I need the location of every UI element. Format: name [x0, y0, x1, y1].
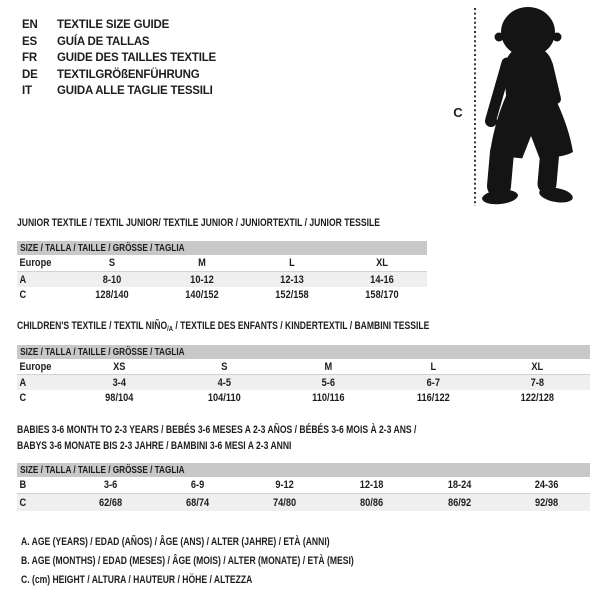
legend-line-a — [21, 532, 448, 551]
table-cell: S — [108, 257, 116, 269]
table-row-age — [17, 374, 590, 390]
table-cell: L — [289, 257, 295, 269]
height-measure-label: C — [453, 105, 463, 120]
table-cell: 80/86 — [360, 496, 384, 509]
table-cell: 104/110 — [207, 392, 241, 404]
language-code: FR — [22, 52, 37, 65]
legend-text: C. (cm) HEIGHT / ALTURA / HAUTEUR / HÖHE / ALTEZZA — [21, 573, 253, 586]
table-cell: 62/68 — [99, 496, 123, 509]
table-cell: B — [19, 479, 27, 491]
table-row-age — [17, 271, 427, 287]
table-row-months — [17, 477, 590, 493]
table-cell: 5-6 — [321, 376, 336, 389]
language-title: GUIDE DES TAILLES TEXTILE — [57, 52, 216, 65]
language-code: DE — [22, 68, 38, 81]
table-cell: 24-36 — [534, 479, 559, 491]
title-rest: / TEXTILE DES ENFANTS / KINDERTEXTIL / BAMBINI TESSILE — [172, 320, 430, 332]
table-cell: M — [198, 257, 206, 269]
language-title: GUÍA DE TALLAS — [57, 35, 150, 48]
table-cell: 6-7 — [426, 376, 440, 389]
title-main: CHILDREN'S TEXTILE / TEXTIL NIÑO — [17, 320, 168, 332]
size-header-bar-children — [17, 345, 590, 359]
legend-line-b — [21, 551, 448, 570]
table-cell: C — [19, 392, 27, 404]
table-row-height — [17, 287, 427, 303]
table-cell: 86/92 — [447, 496, 471, 509]
table-cell: 12-18 — [360, 479, 384, 491]
size-table-children — [17, 359, 590, 406]
size-header-bar-junior — [17, 241, 427, 255]
table-cell: XS — [113, 360, 126, 373]
table-cell: Europe — [19, 257, 52, 269]
table-row-sizes — [17, 359, 590, 374]
section-title-babies-line2 — [17, 440, 369, 453]
section-title-babies-text2: BABYS 3-6 MONATE BIS 2-3 JAHRE / BAMBINI 3-6 MESI A 2-3 ANNI — [17, 440, 292, 452]
language-title: TEXTILGRÖßENFÜHRUNG — [57, 68, 200, 81]
table-cell: 98/104 — [105, 392, 134, 404]
language-row-de — [22, 67, 216, 84]
table-cell: A — [19, 376, 27, 389]
table-cell: 158/170 — [365, 289, 399, 301]
table-row-height — [17, 493, 590, 511]
size-table-junior — [17, 255, 427, 303]
size-header-text: SIZE / TALLA / TAILLE / GRÖSSE / TAGLIA — [20, 346, 185, 358]
section-title-junior-text: JUNIOR TEXTILE / TEXTIL JUNIOR/ TEXTILE JUNIOR / JUNIORTEXTIL / JUNIOR TESSILE — [17, 217, 380, 229]
table-cell: Europe — [19, 360, 52, 373]
size-header-bar-babies — [17, 463, 590, 477]
table-cell: 18-24 — [447, 479, 472, 491]
language-title: GUIDA ALLE TAGLIE TESSILI — [57, 85, 213, 98]
table-cell: 116/122 — [416, 392, 450, 404]
language-row-it — [22, 83, 216, 100]
section-title-babies-text1: BABIES 3-6 MONTH TO 2-3 YEARS / BEBÉS 3-6 MESES A 2-3 AÑOS / BÉBÉS 3-6 MOIS À 2-3 ANS / — [17, 424, 417, 436]
legend-text: A. AGE (YEARS) / EDAD (AÑOS) / ÂGE (ANS) / ALTER (JAHRE) / ETÀ (ANNI) — [21, 535, 330, 548]
table-cell: 68/74 — [186, 496, 210, 509]
table-cell: 128/140 — [95, 289, 129, 301]
table-cell: 3-6 — [103, 479, 118, 491]
section-title-children — [17, 320, 546, 335]
section-title-children-text — [17, 320, 429, 335]
language-code: EN — [22, 19, 38, 32]
table-cell: 14-16 — [370, 273, 394, 286]
table-cell: 6-9 — [191, 479, 205, 491]
section-title-babies-line1 — [17, 424, 529, 437]
table-cell: XL — [531, 360, 544, 373]
legend-line-c — [21, 570, 448, 589]
table-cell: 10-12 — [190, 273, 214, 286]
table-cell: XL — [376, 257, 388, 269]
table-cell: 140/152 — [185, 289, 219, 301]
size-header-text: SIZE / TALLA / TAILLE / GRÖSSE / TAGLIA — [20, 464, 185, 476]
language-code: ES — [22, 35, 37, 48]
table-cell: 92/98 — [534, 496, 558, 509]
baby-silhouette — [481, 7, 574, 206]
title-subscript: /A — [167, 324, 173, 333]
table-cell: C — [19, 289, 27, 301]
size-header-text: SIZE / TALLA / TAILLE / GRÖSSE / TAGLIA — [20, 242, 185, 254]
table-cell: L — [430, 360, 436, 373]
section-title-junior — [17, 217, 482, 230]
table-cell: 110/116 — [312, 392, 345, 404]
table-row-sizes — [17, 255, 427, 271]
table-cell: 9-12 — [275, 479, 295, 491]
table-cell: C — [19, 496, 27, 509]
table-row-height — [17, 390, 590, 406]
table-cell: 8-10 — [102, 273, 122, 286]
language-title: TEXTILE SIZE GUIDE — [57, 19, 170, 32]
language-code: IT — [22, 85, 32, 98]
size-table-babies — [17, 477, 590, 511]
table-cell: A — [19, 273, 27, 286]
table-cell: 152/158 — [275, 289, 309, 301]
table-cell: M — [324, 360, 333, 373]
table-cell: 3-4 — [112, 376, 126, 389]
measure-legend — [21, 532, 448, 589]
legend-text: B. AGE (MONTHS) / EDAD (MESES) / ÂGE (MOIS) / ALTER (MONATE) / ETÀ (MESI) — [21, 554, 354, 567]
table-cell: 4-5 — [217, 376, 231, 389]
table-cell: 12-13 — [280, 273, 304, 286]
language-row-en — [22, 17, 216, 34]
table-cell: S — [220, 360, 227, 373]
language-row-fr — [22, 50, 216, 67]
table-cell: 122/128 — [520, 392, 555, 404]
language-title-list — [22, 17, 216, 100]
table-cell: 74/80 — [273, 496, 297, 509]
table-cell: 7-8 — [531, 376, 545, 389]
language-row-es — [22, 34, 216, 51]
